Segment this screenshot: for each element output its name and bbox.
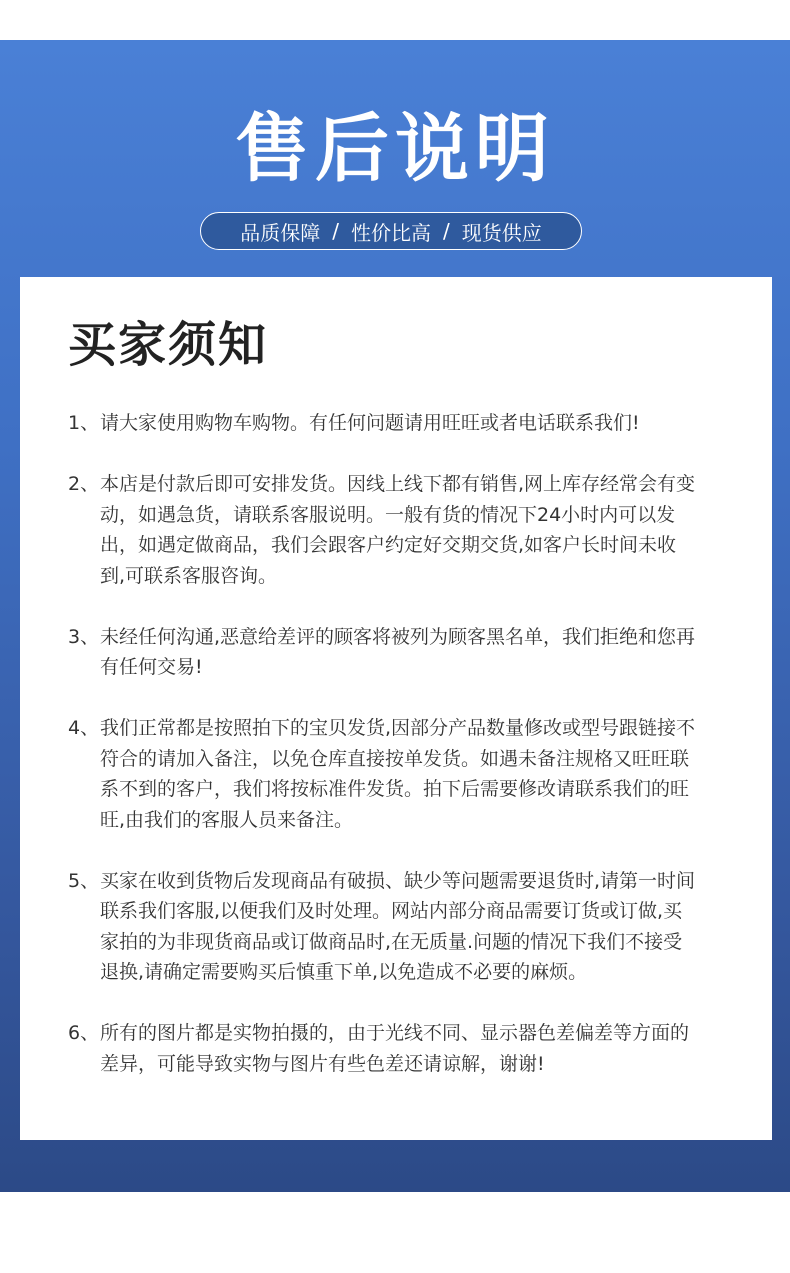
note-item <box>68 408 698 439</box>
tagline-item-quality: 品质保障 <box>240 220 321 245</box>
card-title: 买家须知 <box>68 317 269 373</box>
note-text: 本店是付款后即可安排发货。因线上线下都有销售,网上库存经常会有变动，如遇急货，请联系客服说明。一般有货的情况下24小时内可以发出，如遇定做商品，我们会跟客户约定好交期交货,如客户长时间未收到,可联系客服咨询。 <box>100 473 696 587</box>
note-text: 我们正常都是按照拍下的宝贝发货,因部分产品数量修改或型号跟链接不符合的请加入备注，以免仓库直接按单发货。如遇未备注规格又旺旺联系不到的客户，我们将按标准件发货。拍下后需要修改请联系我们的旺旺,由我们的客服人员来备注。 <box>100 717 696 831</box>
note-item <box>68 713 698 835</box>
note-item <box>68 866 698 988</box>
tagline-pill <box>200 212 582 250</box>
tagline-item-value: 性价比高 <box>351 220 431 245</box>
tagline-item-stock: 现货供应 <box>461 220 542 245</box>
notes-list <box>68 408 698 1110</box>
note-number: 2、 <box>68 473 100 495</box>
note-number: 6、 <box>68 1022 100 1044</box>
note-text: 所有的图片都是实物拍摄的，由于光线不同、显示器色差偏差等方面的差异，可能导致实物与图片有些色差还请谅解，谢谢! <box>100 1022 690 1075</box>
note-text: 未经任何沟通,恶意给差评的顾客将被列为顾客黑名单，我们拒绝和您再有任何交易! <box>100 625 696 678</box>
page-title: 售后说明 <box>235 106 555 192</box>
tagline-separator: / <box>332 219 339 243</box>
note-number: 3、 <box>68 625 100 648</box>
note-item <box>68 1018 698 1079</box>
note-number: 4、 <box>68 717 100 739</box>
note-text: 请大家使用购物车购物。有任何问题请用旺旺或者电话联系我们! <box>100 412 640 434</box>
notice-card <box>20 277 772 1140</box>
note-item <box>68 622 698 683</box>
note-number: 1、 <box>68 412 100 434</box>
note-item <box>68 469 698 591</box>
tagline-separator: / <box>443 219 450 243</box>
note-text: 买家在收到货物后发现商品有破损、缺少等问题需要退货时,请第一时间联系我们客服,以便我们及时处理。网站内部分商品需要订货或订做,买家拍的为非现货商品或订做商品时,在无质量.问题的情况下我们不接受退换,请确定需要购买后慎重下单,以免造成不必要的麻烦。 <box>100 869 696 983</box>
note-number: 5、 <box>68 869 100 892</box>
